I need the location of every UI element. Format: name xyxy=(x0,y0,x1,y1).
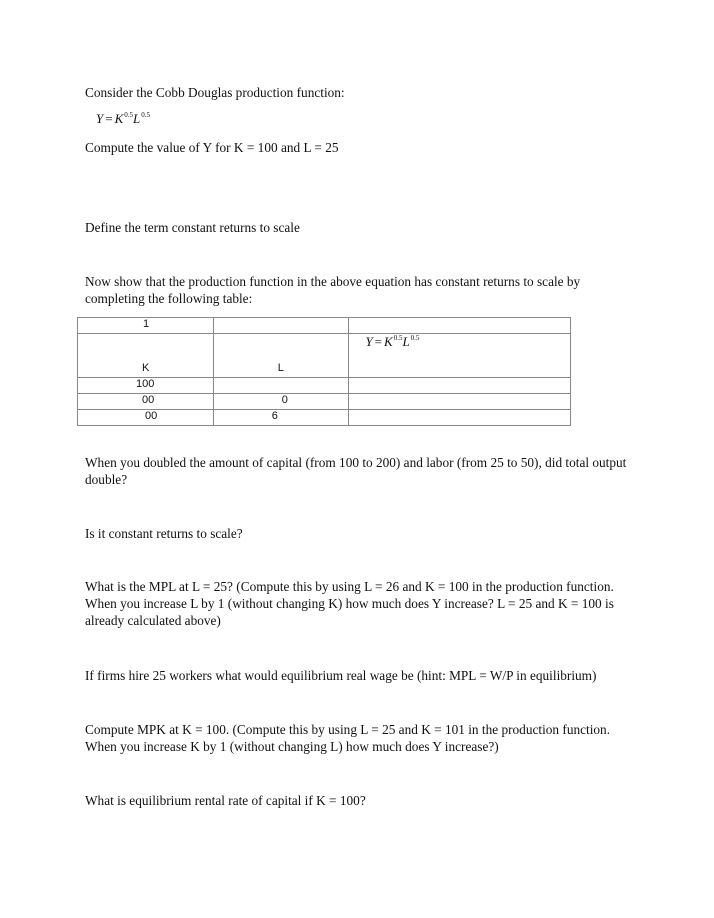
intro-text: Consider the Cobb Douglas production function: xyxy=(85,85,345,100)
cell-l-value: 0 xyxy=(281,394,288,406)
eq-l-exponent: 0.5 xyxy=(410,334,420,342)
eq-y: Y xyxy=(96,111,104,126)
eq-k-exponent: 0.5 xyxy=(393,334,403,342)
table-cell xyxy=(78,394,214,410)
cell-k-value: 100 xyxy=(136,378,155,390)
table-row xyxy=(78,410,571,426)
eq-equals: = xyxy=(105,111,113,126)
eq-equals: = xyxy=(374,334,383,349)
column-header-k: K xyxy=(142,362,150,374)
eq-l: L xyxy=(133,111,141,126)
question-mpk: Compute MPK at K = 100. (Compute this by using L = 25 and K = 101 in the production function. When you increase K by 1 (without changing L) how much does Y increase?) xyxy=(85,722,611,754)
table-row xyxy=(78,394,571,410)
table-cell xyxy=(349,334,571,378)
cell-k-value: 00 xyxy=(142,394,155,406)
eq-k: K xyxy=(114,111,124,126)
table-header-row-top xyxy=(78,318,571,334)
table-cell xyxy=(213,378,349,394)
question-define-crs: Define the term constant returns to scale xyxy=(85,220,300,235)
eq-l-exponent: 0.5 xyxy=(141,111,150,119)
table-header-top-label: 1 xyxy=(143,318,150,330)
eq-k: K xyxy=(384,334,393,349)
question-is-crs: Is it constant returns to scale? xyxy=(85,526,243,541)
cell-l-value: 6 xyxy=(271,410,278,422)
table-header-row xyxy=(78,334,571,378)
eq-y: Y xyxy=(365,334,373,349)
table-cell xyxy=(349,394,571,410)
eq-k-exponent: 0.5 xyxy=(124,111,133,119)
question-compute-y: Compute the value of Y for K = 100 and L = 25 xyxy=(85,140,339,155)
table-cell xyxy=(78,378,214,394)
table-cell xyxy=(213,394,349,410)
question-mpl: What is the MPL at L = 25? (Compute this by using L = 26 and K = 100 in the production function. When you increase L by 1 (without changing K) how much does Y increase? L = 25 and K = 100 is already calculated above) xyxy=(85,579,614,628)
question-real-wage: If firms hire 25 workers what would equilibrium real wage be (hint: MPL = W/P in equilibrium) xyxy=(85,668,597,683)
table-cell xyxy=(213,334,349,378)
table-cell xyxy=(213,410,349,426)
table-cell xyxy=(78,334,214,378)
table-cell xyxy=(349,378,571,394)
table-cell xyxy=(78,410,214,426)
cell-k-value: 00 xyxy=(145,410,158,422)
table-cell xyxy=(78,318,214,334)
question-output-doubled: When you doubled the amount of capital (from 100 to 200) and labor (from 25 to 50), did total output double? xyxy=(85,455,627,487)
question-show-crs: Now show that the production function in the above equation has constant returns to scale by completing the following table: xyxy=(85,274,581,306)
table-cell xyxy=(349,410,571,426)
production-function-equation xyxy=(96,111,150,127)
crs-table xyxy=(77,317,571,426)
table-cell xyxy=(349,318,571,334)
question-rental-rate: What is equilibrium rental rate of capital if K = 100? xyxy=(85,793,366,808)
column-header-y-equation xyxy=(365,334,419,350)
table-cell xyxy=(213,318,349,334)
table-row xyxy=(78,378,571,394)
eq-l: L xyxy=(402,334,410,349)
column-header-l: L xyxy=(277,362,284,374)
